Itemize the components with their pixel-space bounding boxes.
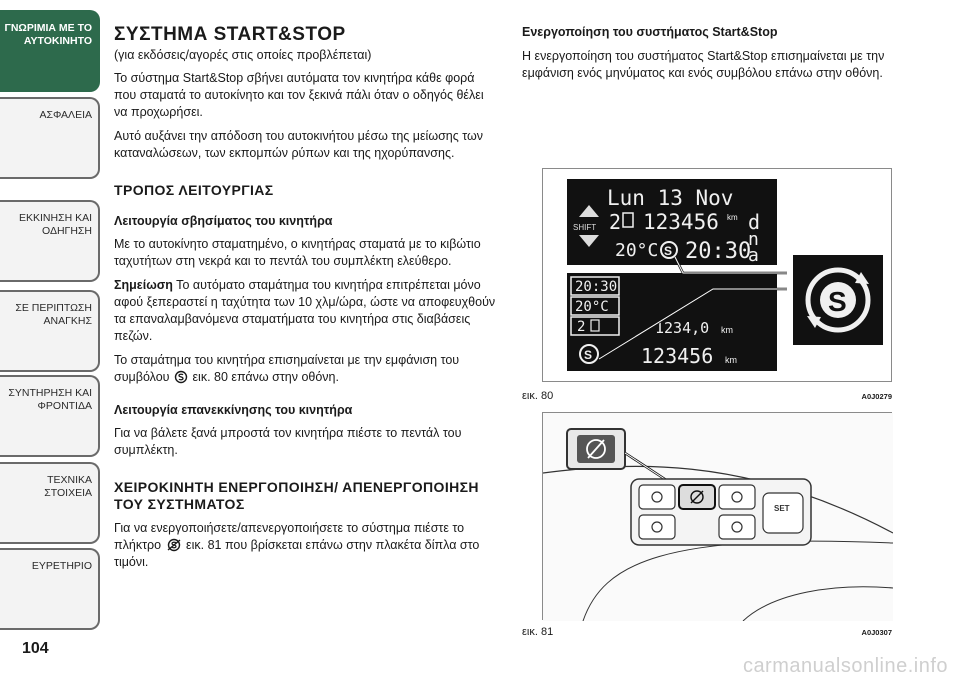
manual-toggle-start: Για να ενεργοποιήσετε/απενεργοποιήσετε το σύστημα πιέστε το πλήκτρο	[114, 521, 465, 552]
section-heading-operation: ΤΡΟΠΟΣ ΛΕΙΤΟΥΡΓΙΑΣ	[114, 182, 274, 198]
switch-panel-illustration	[543, 413, 893, 621]
shift-label: SHIFT	[573, 223, 597, 232]
intro-paragraph: Το σύστημα Start&Stop σβήνει αυτόματα τον κινητήρα κάθε φορά που σταματά το αυτοκίνητο και τον ξεκινά πάλι όταν ο οδηγός θέλει να προχωρήσει.	[114, 71, 484, 119]
note-paragraph	[114, 277, 500, 345]
display-date: Lun 13 Nov	[607, 186, 734, 210]
display-illustration	[543, 169, 893, 383]
tab-index[interactable]: ΕΥΡΕΤΗΡΙΟ	[0, 548, 100, 630]
manual-toggle-end: εικ. 81 που βρίσκεται επάνω στην πλακέτα δίπλα στο τιμόνι.	[114, 538, 480, 569]
gear-n: n	[748, 229, 759, 250]
figure-80-code: A0J0279	[861, 392, 892, 401]
subheading-activation: Ενεργοποίηση του συστήματος Start&Stop	[522, 25, 778, 39]
display-odometer-bottom: 123456	[641, 344, 714, 368]
headlight-down-button	[719, 515, 755, 539]
right-column	[522, 24, 902, 82]
note-label: Σημείωση	[114, 278, 173, 292]
display-time: 20:30	[685, 239, 752, 264]
headlight-level-button	[719, 485, 755, 509]
tab-maintenance[interactable]: ΣΥΝΤΗΡΗΣΗ ΚΑΙ ΦΡΟΝΤΙΔΑ	[0, 375, 100, 457]
tab-emergency[interactable]: ΣΕ ΠΕΡΙΠΤΩΣΗ ΑΝΑΓΚΗΣ	[0, 290, 100, 372]
display-odometer: 123456	[643, 210, 719, 234]
symbol-paragraph-end: εικ. 80 επάνω στην οθόνη.	[189, 370, 339, 384]
figure-80-display	[542, 168, 892, 382]
gear-a: a	[748, 245, 759, 266]
figure-81-switch-panel	[542, 412, 892, 620]
left-column	[114, 24, 500, 571]
display-trip-unit: km	[721, 325, 733, 335]
tab-technical-data[interactable]: ΤΕΧΝΙΚΑ ΣΤΟΙΧΕΙΑ	[0, 462, 100, 544]
start-stop-off-button-icon	[166, 538, 182, 552]
gear-d: d	[748, 210, 761, 234]
page-title: ΣΥΣΤΗΜΑ START&STOP	[114, 24, 346, 45]
symbol-paragraph	[114, 352, 500, 386]
display-small-temp: 20°C	[575, 299, 609, 315]
figure-81-caption: εικ. 81	[522, 626, 554, 638]
display-km-unit: km	[727, 213, 738, 222]
tab-starting-driving[interactable]: ΕΚΚΙΝΗΣΗ ΚΑΙ ΟΔΗΓΗΣΗ	[0, 200, 100, 282]
page-subtitle: (για εκδόσεις/αγορές στις οποίες προβλέπεται)	[114, 48, 372, 62]
benefit-paragraph: Αυτό αυξάνει την απόδοση του αυτοκινήτου μέσω της μείωσης των καταναλώσεων, των εκπομπών ρύπων και της ηχορύπανσης.	[114, 129, 484, 160]
start-stop-s-icon	[174, 370, 188, 384]
tab-safety[interactable]: ΑΣΦΑΛΕΙΑ	[0, 97, 100, 179]
fuel-level-digit: 2	[609, 210, 622, 234]
watermark: carmanualsonline.info	[742, 655, 948, 677]
symbol-paragraph-start: Το σταμάτημα του κινητήρα επισημαίνεται με την εμφάνιση του συμβόλου	[114, 353, 460, 384]
display-s-letter-bottom: S	[584, 348, 593, 362]
display-small-time: 20:30	[575, 279, 618, 295]
set-button	[763, 493, 803, 533]
fog-light-button	[639, 485, 675, 509]
figure-80-caption: εικ. 80	[522, 390, 554, 402]
rear-fog-button	[639, 515, 675, 539]
display-small-fuel: 2	[577, 319, 586, 335]
tab-getting-to-know-car[interactable]: ΓΝΩΡΙΜΙΑ ΜΕ ΤΟ ΑΥΤΟΚΙΝΗΤΟ	[0, 10, 100, 92]
manual-toggle-paragraph	[114, 520, 500, 571]
subheading-engine-restart: Λειτουργία επανεκκίνησης του κινητήρα	[114, 403, 353, 417]
display-odometer-bottom-unit: km	[725, 355, 737, 365]
engine-stop-paragraph: Με το αυτοκίνητο σταματημένο, ο κινητήρας σταματά με το κιβώτιο ταχυτήτων στη νεκρά και το πεντάλ του συμπλέκτη ελεύθερο.	[114, 237, 481, 268]
figure-81-code: A0J0307	[861, 628, 892, 637]
chapter-sidebar	[0, 0, 100, 640]
display-trip: 1234,0	[655, 319, 710, 337]
note-text: Το αυτόματο σταμάτημα του κινητήρα επιτρέπεται μόνο αφού ξεπεραστεί η ταχύτητα των 10 χλμ/ώρα, ώστε να αποφευχθούν τα επαναλαμβανόμενα σταματήματα του κινητήρα στις διαβάσεις πεζών.	[114, 278, 496, 343]
activation-paragraph: Η ενεργοποίηση του συστήματος Start&Stop επισημαίνεται με την εμφάνιση ενός μηνύματος και ενός συμβόλου επάνω στην οθόνη.	[522, 49, 885, 80]
subheading-engine-stop: Λειτουργία σβησίματος του κινητήρα	[114, 214, 333, 228]
enlarged-s-letter: S	[828, 286, 847, 317]
page-number: 104	[22, 640, 49, 657]
display-temp: 20°C	[615, 240, 659, 261]
engine-restart-paragraph: Για να βάλετε ξανά μπροστά τον κινητήρα πιέστε το πεντάλ του συμπλέκτη.	[114, 426, 462, 457]
display-s-letter-top: S	[664, 244, 673, 258]
set-label: SET	[774, 504, 790, 513]
section-heading-manual: ΧΕΙΡΟΚΙΝΗΤΗ ΕΝΕΡΓΟΠΟΙΗΣΗ/ ΑΠΕΝΕΡΓΟΠΟΙΗΣΗ ΤΟΥ ΣΥΣΤΗΜΑΤΟΣ	[114, 479, 479, 512]
